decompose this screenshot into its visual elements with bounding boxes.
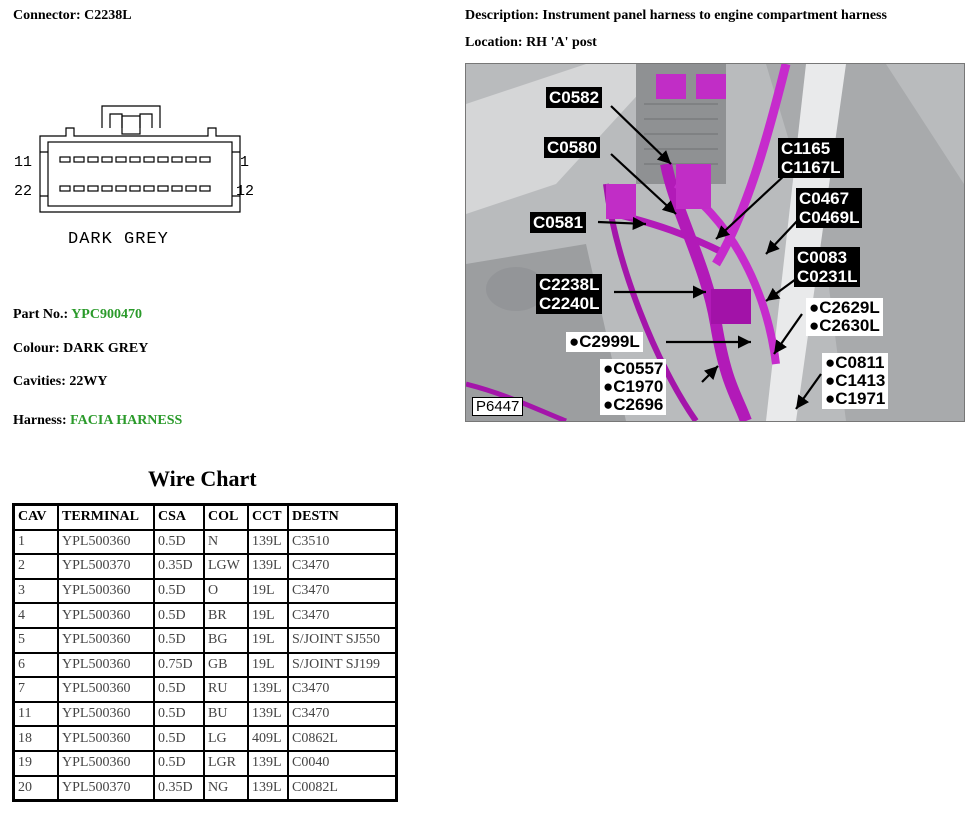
- drawing-colour-caption: DARK GREY: [68, 230, 169, 249]
- callout-c0557: ●C0557 ●C1970 ●C2696: [600, 359, 666, 415]
- colour-line: [13, 341, 148, 357]
- pin-label-12: 12: [236, 183, 255, 200]
- callout-c2629: ●C2629L ●C2630L: [806, 298, 883, 336]
- cell-terminal: YPL500370: [58, 776, 154, 801]
- cell-col: LGR: [204, 751, 248, 776]
- cell-destn: C3470: [288, 554, 397, 579]
- connector-line: [13, 8, 132, 24]
- cell-csa: 0.5D: [154, 530, 204, 555]
- cell-csa: 0.75D: [154, 653, 204, 678]
- location-value: RH 'A' post: [526, 35, 597, 50]
- cell-destn: C3510: [288, 530, 397, 555]
- cell-col: O: [204, 579, 248, 604]
- cell-cav: 7: [14, 677, 59, 702]
- pin-label-22: 22: [14, 183, 33, 200]
- cell-csa: 0.35D: [154, 554, 204, 579]
- cavities-line: [13, 374, 108, 390]
- cell-col: GB: [204, 653, 248, 678]
- cell-col: NG: [204, 776, 248, 801]
- cell-cct: 139L: [248, 702, 288, 727]
- callout-c1165: C1165 C1167L: [778, 138, 844, 178]
- cell-cav: 5: [14, 628, 59, 653]
- cell-csa: 0.5D: [154, 579, 204, 604]
- cell-col: BU: [204, 702, 248, 727]
- location-line: [465, 35, 597, 51]
- wire-chart-body: [14, 530, 397, 801]
- header-cav: CAV: [14, 505, 59, 530]
- cell-cct: 409L: [248, 726, 288, 751]
- cell-cav: 20: [14, 776, 59, 801]
- cell-terminal: YPL500360: [58, 751, 154, 776]
- cell-csa: 0.35D: [154, 776, 204, 801]
- wire-chart-header-row: [14, 505, 397, 530]
- cell-col: RU: [204, 677, 248, 702]
- table-row: [14, 702, 397, 727]
- cell-terminal: YPL500360: [58, 603, 154, 628]
- cell-destn: S/JOINT SJ199: [288, 653, 397, 678]
- cell-destn: C3470: [288, 603, 397, 628]
- cell-terminal: YPL500360: [58, 702, 154, 727]
- table-row: [14, 726, 397, 751]
- table-row: [14, 776, 397, 801]
- cell-csa: 0.5D: [154, 628, 204, 653]
- table-row: [14, 653, 397, 678]
- cell-col: BG: [204, 628, 248, 653]
- cell-csa: 0.5D: [154, 751, 204, 776]
- cell-cct: 19L: [248, 579, 288, 604]
- table-row: [14, 579, 397, 604]
- photo-reference-id: P6447: [472, 397, 523, 416]
- cell-terminal: YPL500360: [58, 653, 154, 678]
- cell-terminal: YPL500360: [58, 579, 154, 604]
- cell-cav: 6: [14, 653, 59, 678]
- cell-terminal: YPL500360: [58, 530, 154, 555]
- harness-link[interactable]: FACIA HARNESS: [70, 413, 183, 428]
- cell-cct: 139L: [248, 751, 288, 776]
- header-csa: CSA: [154, 505, 204, 530]
- connector-value: C2238L: [84, 8, 132, 23]
- part-number-line: [13, 307, 142, 323]
- connector-face-drawing: [10, 100, 260, 230]
- cavities-value: 22WY: [69, 374, 108, 389]
- description-label: Description:: [465, 8, 539, 23]
- callout-c0811: ●C0811 ●C1413 ●C1971: [822, 353, 888, 409]
- cell-cct: 139L: [248, 776, 288, 801]
- cell-destn: C3470: [288, 702, 397, 727]
- wire-chart-table: [12, 503, 398, 802]
- cell-col: BR: [204, 603, 248, 628]
- cell-destn: C3470: [288, 677, 397, 702]
- cell-cav: 1: [14, 530, 59, 555]
- cell-destn: C0082L: [288, 776, 397, 801]
- cell-terminal: YPL500370: [58, 554, 154, 579]
- header-cct: CCT: [248, 505, 288, 530]
- cell-csa: 0.5D: [154, 702, 204, 727]
- cell-cct: 139L: [248, 554, 288, 579]
- pin-row-bottom: [60, 186, 210, 191]
- callout-c2238: C2238L C2240L: [536, 274, 602, 314]
- cell-cav: 2: [14, 554, 59, 579]
- pin-label-11: 11: [14, 154, 33, 171]
- cell-cav: 18: [14, 726, 59, 751]
- cell-cct: 139L: [248, 677, 288, 702]
- harness-line: [13, 413, 182, 429]
- header-col: COL: [204, 505, 248, 530]
- colour-value: DARK GREY: [63, 341, 149, 356]
- cell-cct: 139L: [248, 530, 288, 555]
- pin-row-top: [60, 157, 210, 162]
- callout-c0581: C0581: [530, 212, 586, 233]
- cell-cav: 4: [14, 603, 59, 628]
- cell-cav: 11: [14, 702, 59, 727]
- cell-destn: S/JOINT SJ550: [288, 628, 397, 653]
- part-number-label: Part No.:: [13, 307, 69, 322]
- cell-col: N: [204, 530, 248, 555]
- table-row: [14, 603, 397, 628]
- connector-label: Connector:: [13, 8, 81, 23]
- header-terminal: TERMINAL: [58, 505, 154, 530]
- callout-c2999: ●C2999L: [566, 332, 643, 352]
- table-row: [14, 554, 397, 579]
- colour-label: Colour:: [13, 341, 60, 356]
- description-line: [465, 8, 887, 24]
- cell-terminal: YPL500360: [58, 726, 154, 751]
- cell-col: LGW: [204, 554, 248, 579]
- cell-destn: C0862L: [288, 726, 397, 751]
- callout-arrows: [466, 64, 964, 421]
- cell-csa: 0.5D: [154, 726, 204, 751]
- location-label: Location:: [465, 35, 523, 50]
- cell-csa: 0.5D: [154, 677, 204, 702]
- description-value: Instrument panel harness to engine compartment harness: [542, 8, 887, 23]
- cell-destn: C3470: [288, 579, 397, 604]
- pin-label-1: 1: [240, 154, 250, 171]
- cell-col: LG: [204, 726, 248, 751]
- table-row: [14, 628, 397, 653]
- part-number-link[interactable]: YPC900470: [71, 307, 142, 322]
- callout-c0582: C0582: [546, 87, 602, 108]
- location-photo: [465, 63, 965, 422]
- cell-cav: 19: [14, 751, 59, 776]
- cell-destn: C0040: [288, 751, 397, 776]
- cell-cct: 19L: [248, 603, 288, 628]
- harness-label: Harness:: [13, 413, 67, 428]
- cell-terminal: YPL500360: [58, 677, 154, 702]
- wire-chart-title: Wire Chart: [148, 466, 257, 491]
- cell-terminal: YPL500360: [58, 628, 154, 653]
- cell-cct: 19L: [248, 653, 288, 678]
- callout-c0467: C0467 C0469L: [796, 188, 862, 228]
- callout-c0580: C0580: [544, 137, 600, 158]
- table-row: [14, 530, 397, 555]
- callout-c0083: C0083 C0231L: [794, 247, 860, 287]
- cell-cav: 3: [14, 579, 59, 604]
- cell-csa: 0.5D: [154, 603, 204, 628]
- table-row: [14, 751, 397, 776]
- table-row: [14, 677, 397, 702]
- cavities-label: Cavities:: [13, 374, 66, 389]
- header-destn: DESTN: [288, 505, 397, 530]
- cell-cct: 19L: [248, 628, 288, 653]
